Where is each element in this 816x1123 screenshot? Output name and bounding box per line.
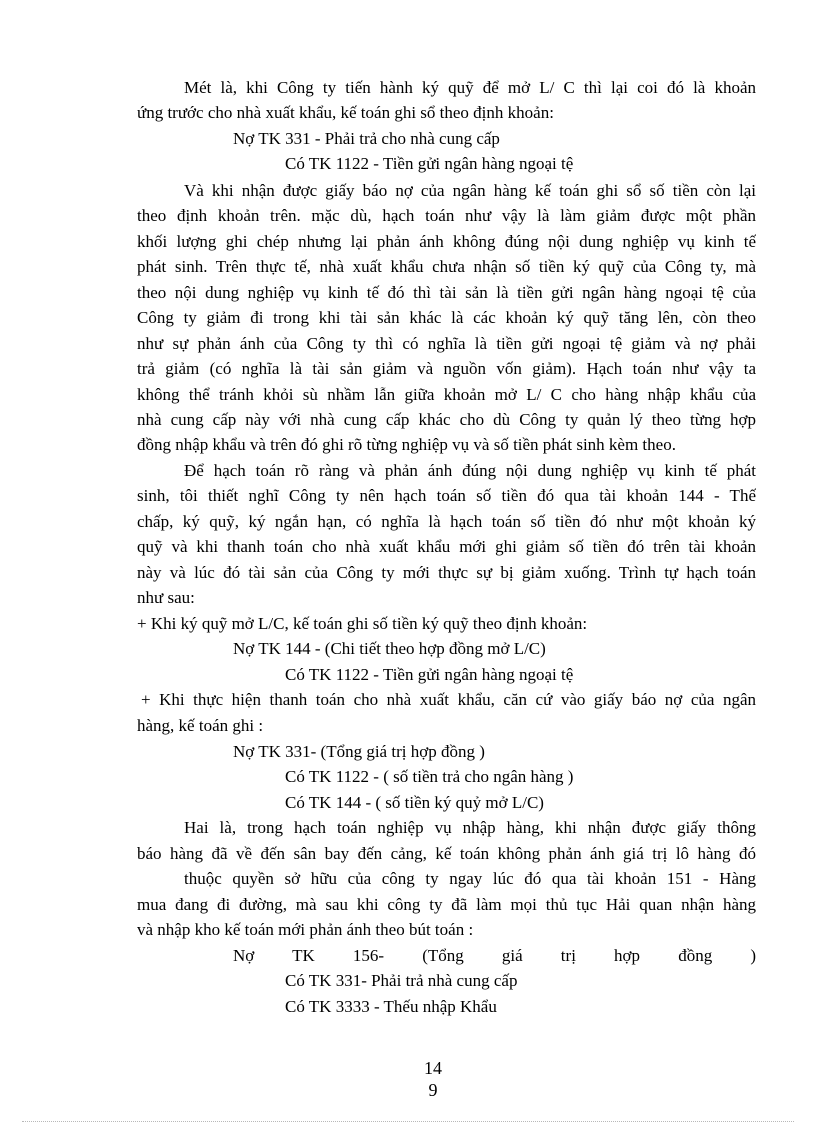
text-line: đồng nhập khẩu và trên đó ghi rõ từng nghiệp vụ và số tiền phát sinh kèm theo. bbox=[137, 435, 676, 454]
entry-line: Có TK 331- Phải trả nhà cung cấp bbox=[285, 971, 518, 990]
text-line: hàng, kế toán ghi : bbox=[137, 716, 264, 735]
text-line: này và lúc đó tài sản của Công ty mới thực sự bị giảm xuống. Trình tự hạch toán bbox=[137, 563, 756, 582]
text-line: phát sinh. Trên thực tế, nhà xuất khẩu chưa nhận số tiền ký quỹ của Công ty, mà bbox=[137, 257, 756, 276]
entry-line: Nợ TK 144 - (Chi tiết theo hợp đồng mở L/C) bbox=[233, 639, 546, 658]
text-line: Và khi nhận được giấy báo nợ của ngân hàng kế toán ghi sổ số tiền còn lại bbox=[184, 181, 756, 200]
text-line: theo định khoản trên. mặc dù, hạch toán như vậy là làm giảm được một phần bbox=[137, 206, 756, 225]
entry-line: Nợ TK 331 - Phải trả cho nhà cung cấp bbox=[233, 129, 500, 148]
entry-line: Có TK 1122 - Tiền gửi ngân hàng ngoại tệ bbox=[285, 154, 574, 173]
entry-line: Có TK 144 - ( số tiền ký quỷ mở L/C) bbox=[285, 793, 544, 812]
text-line: theo nội dung nghiệp vụ kinh tế đó thì tài sản là tiền gửi ngân hàng ngoại tệ của bbox=[137, 283, 756, 302]
text-line: khối lượng ghi chép nhưng lại phản ánh không đúng nội dung nghiệp vụ kinh tế bbox=[137, 232, 756, 251]
text-line: mua đang đi đường, mà sau khi công ty đã làm mọi thủ tục Hải quan nhận hàng bbox=[137, 895, 756, 914]
text-line: không thể tránh khỏi sù nhầm lẫn giữa khoản mở L/ C cho hàng nhập khẩu của bbox=[137, 385, 756, 404]
page-number-sub: 9 bbox=[428, 1080, 438, 1100]
entry-line: Có TK 3333 - Thếu nhập Khẩu bbox=[285, 997, 497, 1016]
text-line: nhà cung cấp này với nhà cung cấp khác cho dù Công ty quản lý theo từng hợp bbox=[137, 410, 756, 429]
text-line: như sau: bbox=[137, 588, 195, 607]
text-line: + Khi ký quỹ mở L/C, kế toán ghi số tiền ký quỹ theo định khoản: bbox=[137, 614, 588, 633]
text-line: ứng trước cho nhà xuất khẩu, kế toán ghi sổ theo định khoản: bbox=[137, 103, 554, 122]
entry-line: Nợ TK 331- (Tổng giá trị hợp đồng ) bbox=[233, 742, 485, 761]
entry-line: Có TK 1122 - ( số tiền trả cho ngân hàng ) bbox=[285, 767, 574, 786]
text-line: Hai là, trong hạch toán nghiệp vụ nhập hàng, khi nhận được giấy thông bbox=[184, 818, 756, 837]
entry-line: Có TK 1122 - Tiền gửi ngân hàng ngoại tệ bbox=[285, 665, 574, 684]
text-line: thuộc quyền sở hữu của công ty ngay lúc đó qua tài khoản 151 - Hàng bbox=[184, 869, 756, 888]
text-line: Để hạch toán rõ ràng và phản ánh đúng nội dung nghiệp vụ kinh tế phát bbox=[184, 461, 756, 480]
text-line: trả giảm (có nghĩa là tài sản giảm và nguồn vốn giảm). Hạch toán như vậy ta bbox=[137, 359, 756, 378]
text-line: + Khi thực hiện thanh toán cho nhà xuất khẩu, căn cứ vào giấy báo nợ của ngân bbox=[141, 690, 756, 709]
text-line: quỹ và khi thanh toán cho nhà xuất khẩu mới ghi giảm số tiền đó trên tài khoản bbox=[137, 537, 756, 556]
entry-line: Nợ TK 156- (Tổng giá trị hợp đồng ) bbox=[233, 946, 756, 965]
text-line: sinh, tôi thiết nghĩ Công ty nên hạch toán số tiền đó qua tài khoản 144 - Thế bbox=[137, 486, 756, 505]
text-line: Mét là, khi Công ty tiến hành ký quỹ để mở L/ C thì lại coi đó là khoản bbox=[184, 78, 756, 97]
text-line: như sự phản ánh của Công ty thì có nghĩa là tiền gửi ngoại tệ giảm và nợ phải bbox=[137, 334, 756, 353]
text-line: và nhập kho kế toán mới phản ánh theo bút toán : bbox=[137, 920, 474, 939]
page-bottom-divider bbox=[22, 1121, 794, 1122]
text-line: chấp, ký quỹ, ký ngắn hạn, có nghĩa là hạch toán số tiền đó như một khoản ký bbox=[137, 512, 756, 531]
text-line: báo hàng đã về đến sân bay đến cảng, kế toán không phản ánh giá trị lô hàng đó bbox=[137, 844, 756, 863]
page-number: 14 bbox=[424, 1058, 442, 1078]
text-line: Công ty giảm đi trong khi tài sản khác là các khoản ký quỹ tăng lên, còn theo bbox=[137, 308, 756, 327]
